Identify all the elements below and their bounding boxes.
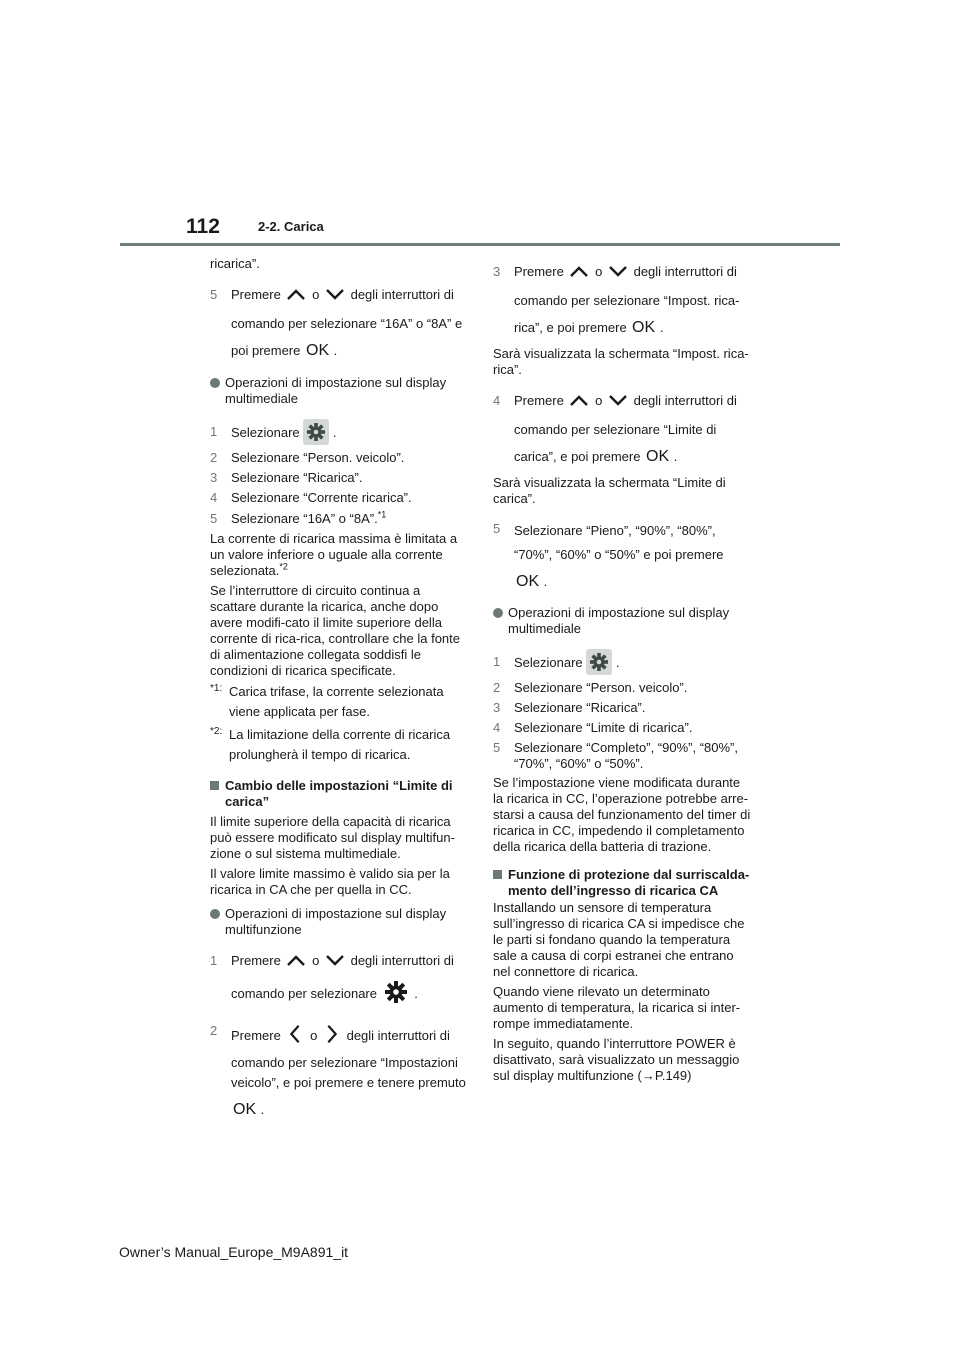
- period: .: [333, 343, 338, 358]
- mm-step-2: [493, 680, 751, 696]
- step-4: [493, 393, 751, 471]
- step-text: Premere: [231, 953, 281, 968]
- step-text: degli interruttori di: [633, 264, 737, 279]
- mf-step-2: [210, 1023, 468, 1127]
- mm-step-1: [493, 649, 751, 675]
- step-text: comando per selezionare “Limite di: [514, 422, 717, 437]
- step-3: [493, 264, 751, 342]
- bullet-icon: [493, 608, 503, 618]
- multifunction-heading: [210, 906, 468, 938]
- paragraph: [493, 1036, 751, 1084]
- step-text: Selezionare “Person. veicolo”.: [231, 450, 405, 465]
- step-text: degli interruttori di: [346, 1028, 450, 1043]
- step-number: 2: [210, 1023, 218, 1038]
- step-number: 1: [493, 654, 501, 669]
- mm-step-1: [210, 419, 468, 445]
- chevron-down-icon: [606, 393, 630, 407]
- chevron-up-icon: [284, 953, 308, 967]
- paragraph: Il valore limite massimo è valido sia per la ricarica in CA che per quella in CC.: [210, 866, 450, 897]
- section-heading: [493, 867, 751, 899]
- paragraph-text: In seguito, quando l’interruttore POWER è disattivato, sarà visualizzato un messaggio sul display multifunzione (: [493, 1036, 740, 1083]
- step-text: degli interruttori di: [633, 393, 737, 408]
- step-text: Selezionare “Person. veicolo”.: [514, 680, 688, 695]
- svg-text:OK: OK: [233, 1101, 257, 1116]
- step-text: Premere: [231, 287, 281, 302]
- ok-icon: [304, 341, 330, 357]
- mm-step-3: [210, 470, 468, 486]
- heading-text: Operazioni di impostazione sul display multifunzione: [225, 906, 447, 937]
- heading-text: Cambio delle impostazioni “Limite di carica”: [225, 778, 453, 809]
- footnote-text: La limitazione della corrente di ricarica prolungherà il tempo di ricarica.: [229, 727, 451, 762]
- step-number: 2: [210, 450, 218, 465]
- continued-text: ricarica”.: [210, 256, 260, 271]
- page-number: 112: [186, 215, 220, 238]
- or-text: o: [312, 953, 320, 968]
- ok-icon: [514, 572, 540, 588]
- square-bullet-icon: [493, 870, 502, 879]
- arrow-icon: →: [641, 1068, 655, 1083]
- step-number: 4: [210, 490, 218, 505]
- step-text: comando per selezionare “Impostazioni veicolo”, e poi premere e tenere premuto: [231, 1055, 466, 1090]
- mm-step-3: [493, 700, 751, 716]
- step-text: Selezionare “Corrente ricarica”.: [231, 490, 412, 505]
- mm-step-4: [493, 720, 751, 736]
- bullet-icon: [210, 378, 220, 388]
- or-text: o: [595, 264, 603, 279]
- step-text: Selezionare: [231, 425, 300, 440]
- mm-step-5: [493, 740, 751, 772]
- period: .: [414, 986, 418, 1001]
- paragraph: Quando viene rilevato un determinato aumento di temperatura, la ricarica si inter-rompe immediatamente.: [493, 984, 741, 1031]
- step-number: 5: [493, 740, 501, 755]
- or-text: o: [312, 287, 320, 302]
- step-5: [493, 521, 751, 599]
- paragraph: Installando un sensore di temperatura sull’ingresso di ricarica CA si impedisce che le parti si fondano quando la temperatura sale a causa di corpi estranei che entrano nel connettore di ricarica.: [493, 900, 745, 979]
- chevron-down-icon: [323, 287, 347, 301]
- chevron-up-icon: [284, 287, 308, 301]
- step-text: degli interruttori di: [350, 287, 454, 302]
- step-text: “70%”, “60%” o “50%” e poi premere: [514, 547, 724, 562]
- mm-step-5: [210, 511, 468, 527]
- chevron-left-icon: [288, 1023, 302, 1045]
- step-number: 3: [210, 470, 218, 485]
- ok-icon: [644, 447, 670, 463]
- step-number: 1: [210, 953, 218, 968]
- heading-text: Funzione di protezione dal surriscalda-mento dell’ingresso di ricarica CA: [508, 867, 750, 898]
- step-text: Selezionare “Ricarica”.: [231, 470, 363, 485]
- square-bullet-icon: [210, 781, 219, 790]
- heading-text: Operazioni di impostazione sul display multimediale: [225, 375, 447, 406]
- step-text: Premere: [514, 264, 564, 279]
- header-rule: [120, 243, 840, 246]
- footnote-text: Carica trifase, la corrente selezionata viene applicata per fase.: [229, 684, 444, 719]
- mm-step-2: [210, 450, 468, 466]
- svg-text:OK: OK: [632, 319, 656, 334]
- footnote-ref: *1: [377, 509, 387, 520]
- footnote-2: [210, 725, 468, 765]
- chevron-down-icon: [606, 264, 630, 278]
- footer-text: Owner’s Manual_Europe_M9A891_it: [119, 1244, 349, 1260]
- footnote-ref: *2: [279, 561, 288, 572]
- step-text: Selezionare “16A” o “8A”.: [231, 511, 378, 526]
- svg-text:OK: OK: [646, 448, 670, 463]
- footnote-1: [210, 682, 468, 722]
- chevron-down-icon: [323, 953, 347, 967]
- step-text: Selezionare “Limite di ricarica”.: [514, 720, 693, 735]
- step-text: Selezionare “Ricarica”.: [514, 700, 646, 715]
- period: .: [659, 320, 664, 335]
- period: .: [615, 655, 620, 670]
- step-text: comando per selezionare “16A” o “8A” e: [231, 316, 463, 331]
- period: .: [543, 574, 548, 589]
- step-number: 1: [210, 424, 218, 439]
- paragraph: Sarà visualizzata la schermata “Impost. rica-rica”.: [493, 346, 749, 377]
- heading-text: Operazioni di impostazione sul display multimediale: [508, 605, 730, 636]
- chevron-up-icon: [567, 264, 591, 278]
- step-text: Selezionare “Completo”, “90%”, “80%”, “70%”, “60%” o “50%”.: [514, 740, 738, 771]
- chevron-up-icon: [567, 393, 591, 407]
- bullet-icon: [210, 909, 220, 919]
- gear-icon: [381, 977, 411, 1007]
- right-column: [493, 264, 751, 1084]
- step-text: Premere: [231, 1028, 281, 1043]
- footnote-mark: *1:: [210, 683, 223, 694]
- chevron-right-icon: [325, 1023, 339, 1045]
- left-column: [210, 252, 468, 1127]
- paragraph-text: La corrente di ricarica massima è limitata a un valore inferiore o uguale alla corrente selezionata.: [210, 531, 458, 578]
- multimedia-heading: [210, 375, 468, 407]
- multimedia-heading: [493, 605, 751, 637]
- step-number: 4: [493, 393, 501, 408]
- page-reference-link[interactable]: P.149): [654, 1068, 692, 1083]
- period: .: [332, 425, 337, 440]
- svg-text:OK: OK: [306, 342, 330, 357]
- period: .: [673, 449, 678, 464]
- step-text: degli interruttori di: [350, 953, 454, 968]
- ok-icon: [231, 1100, 257, 1116]
- step-number: 5: [493, 521, 501, 536]
- mm-step-4: [210, 490, 468, 506]
- paragraph: Se l’interruttore di circuito continua a scattare durante la ricarica, anche dopo avere modifi-cato il limite superiore della corrente di rica-rica, controllare che la fonte di alimentazione collegata soddisfi le condizioni di ricarica specificate.: [210, 583, 461, 678]
- paragraph: Se l’impostazione viene modificata durante la ricarica in CC, l’operazione potrebbe arre-starsi a causa del funzionamento del timer di ricarica in CC, impedendo il completamento della ricarica della batteria di trazione.: [493, 775, 751, 854]
- step-5: [210, 287, 468, 365]
- or-text: o: [595, 393, 603, 408]
- or-text: o: [310, 1028, 318, 1043]
- step-number: 4: [493, 720, 501, 735]
- gear-icon: [303, 419, 329, 445]
- step-text: carica”, e poi premere: [514, 449, 641, 464]
- paragraph: Sarà visualizzata la schermata “Limite di carica”.: [493, 475, 726, 506]
- step-number: 3: [493, 700, 501, 715]
- step-number: 5: [210, 287, 218, 302]
- step-text: Selezionare: [514, 655, 583, 670]
- footnote-mark: *2:: [210, 726, 223, 737]
- step-number: 5: [210, 511, 218, 526]
- step-text: poi premere: [231, 343, 301, 358]
- step-text: comando per selezionare: [231, 986, 377, 1001]
- mf-step-1: [210, 953, 468, 1011]
- section-title: 2-2. Carica: [258, 219, 324, 234]
- page-header: [0, 0, 960, 250]
- step-text: Selezionare “Pieno”, “90%”, “80%”,: [514, 523, 716, 538]
- step-text: rica”, e poi premere: [514, 320, 627, 335]
- paragraph: Il limite superiore della capacità di ricarica può essere modificato sul display multifun-zione o sul sistema multimediale.: [210, 814, 455, 861]
- section-heading: [210, 778, 468, 810]
- step-text: comando per selezionare “Impost. rica-: [514, 293, 740, 308]
- paragraph: [210, 531, 468, 579]
- period: .: [260, 1102, 265, 1117]
- step-number: 2: [493, 680, 501, 695]
- gear-icon: [586, 649, 612, 675]
- ok-icon: [630, 318, 656, 334]
- svg-text:OK: OK: [516, 573, 540, 588]
- step-text: Premere: [514, 393, 564, 408]
- step-number: 3: [493, 264, 501, 279]
